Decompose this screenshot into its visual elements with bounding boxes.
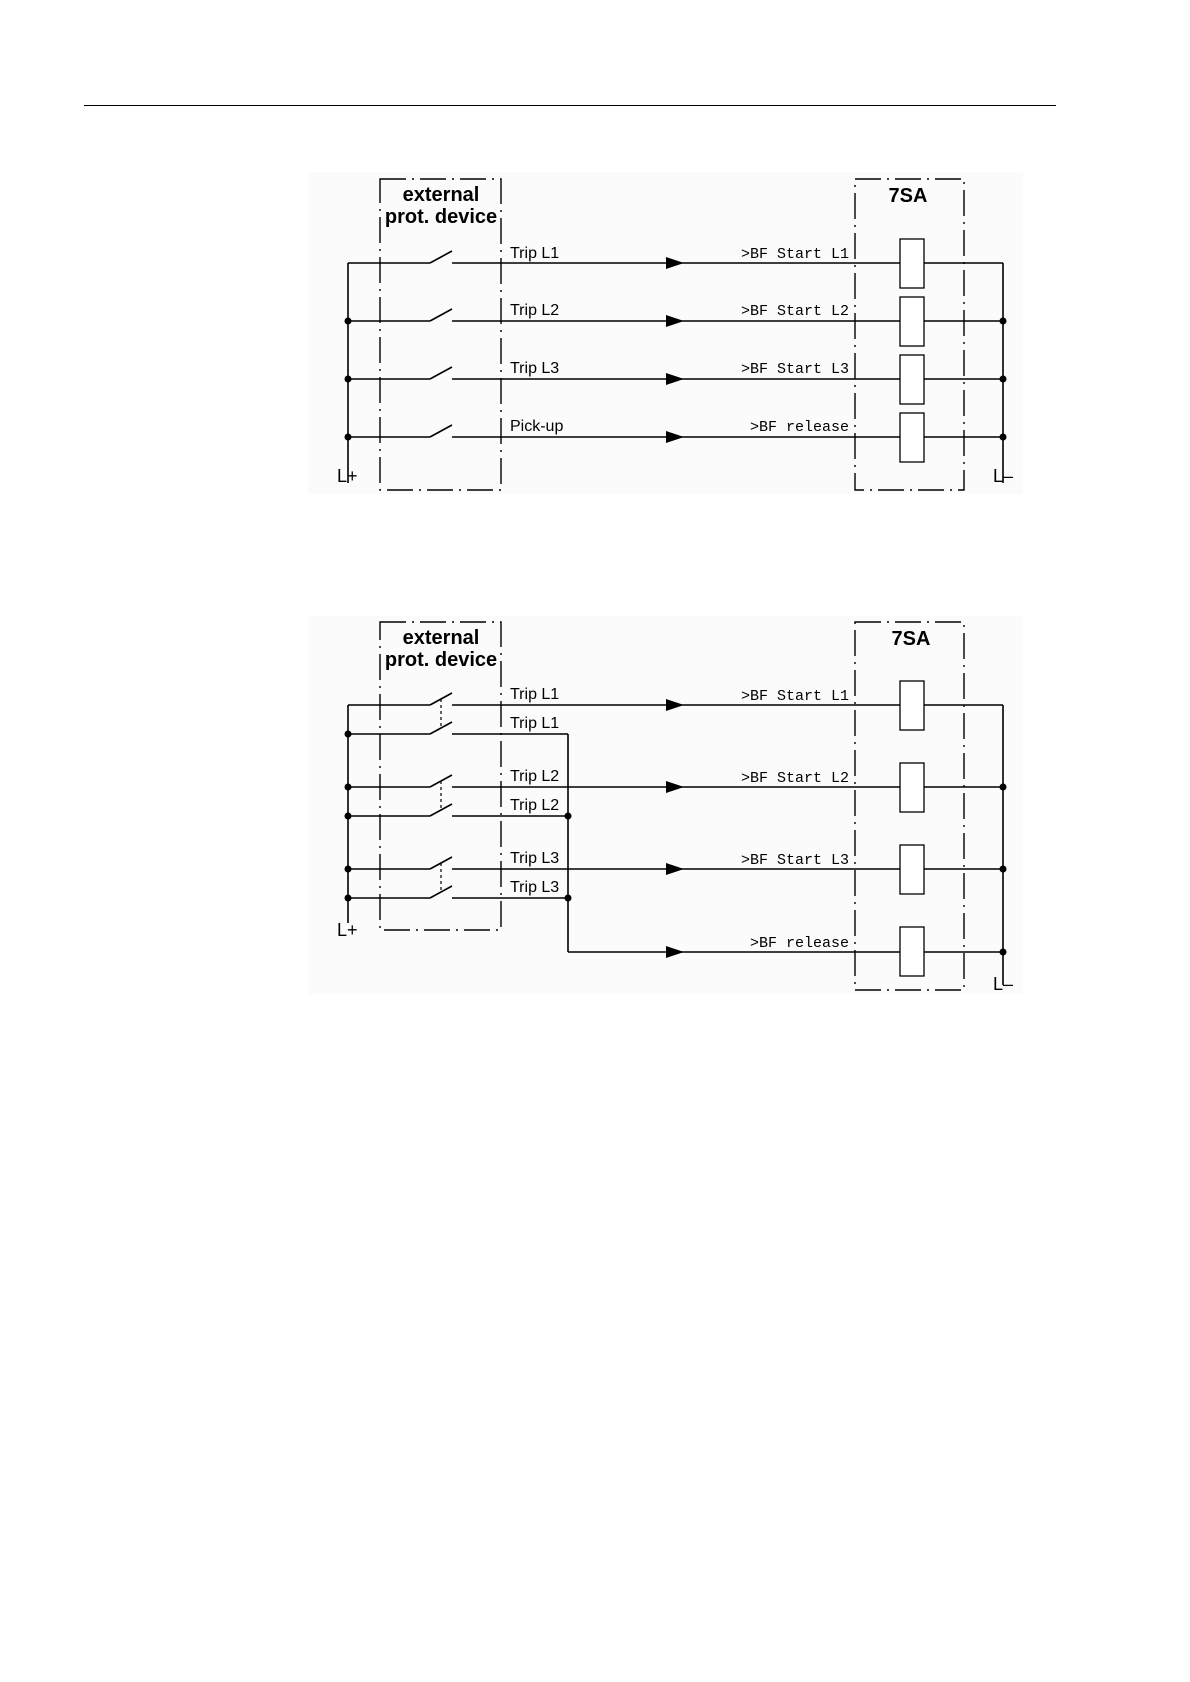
trip-label: Trip L3 — [510, 850, 560, 867]
trip-label: Trip L1 — [510, 715, 560, 732]
junction-dot — [345, 784, 352, 791]
trip-label: Trip L2 — [510, 768, 560, 785]
trip-label: Trip L1 — [510, 686, 560, 703]
junction-dot — [345, 866, 352, 873]
binary-input-coil — [900, 681, 924, 730]
supply-plus-label: L+ — [337, 920, 358, 940]
junction-dot — [1000, 784, 1007, 791]
external-title-line2: prot. device — [384, 649, 498, 671]
junction-dot — [1000, 866, 1007, 873]
binary-input-coil — [900, 927, 924, 976]
supply-plus-label: L+ — [337, 466, 358, 486]
external-title-line1: external — [402, 627, 480, 649]
input-label: >BF Start L3 — [740, 852, 849, 869]
external-title-line2: prot. device — [384, 206, 498, 228]
input-label: >BF release — [749, 935, 849, 952]
input-label: >BF Start L1 — [740, 246, 849, 263]
input-label: >BF release — [749, 419, 849, 436]
external-title-line1: external — [402, 184, 480, 206]
binary-input-coil — [900, 763, 924, 812]
supply-minus-label: L– — [993, 974, 1014, 994]
junction-dot — [345, 895, 352, 902]
input-label: >BF Start L1 — [740, 688, 849, 705]
trip-label: Trip L2 — [510, 797, 560, 814]
trip-label: Pick-up — [510, 418, 564, 435]
trip-label: Trip L2 — [510, 302, 560, 319]
trip-label: Trip L3 — [510, 879, 560, 896]
junction-dot — [345, 813, 352, 820]
input-label: >BF Start L3 — [740, 361, 849, 378]
input-label: >BF Start L2 — [740, 770, 849, 787]
binary-input-coil — [900, 845, 924, 894]
input-label: >BF Start L2 — [740, 303, 849, 320]
junction-dot — [1000, 949, 1007, 956]
trip-label: Trip L1 — [510, 245, 560, 262]
supply-minus-label: L– — [993, 466, 1014, 486]
device-title: 7SA — [891, 628, 931, 650]
trip-label: Trip L3 — [510, 360, 560, 377]
junction-dot — [345, 731, 352, 738]
device-title: 7SA — [888, 185, 928, 207]
